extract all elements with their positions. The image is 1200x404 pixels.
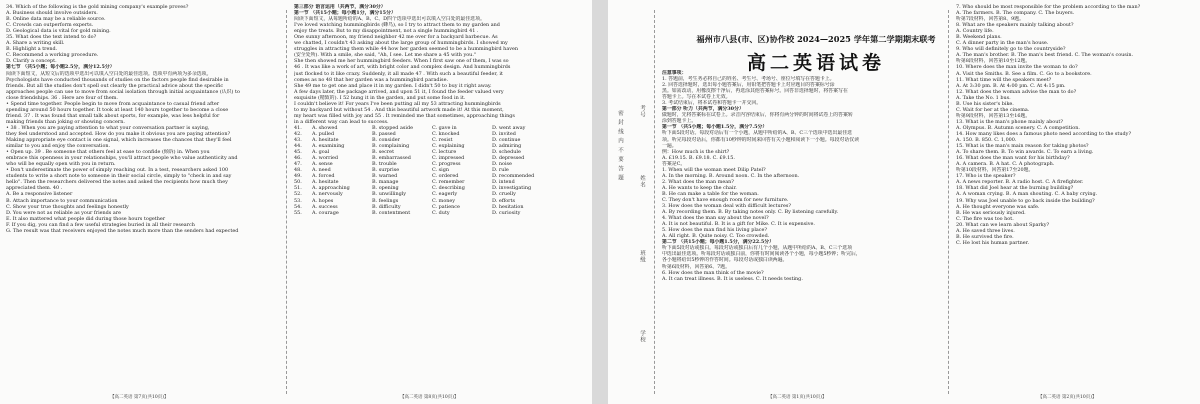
option-choice: A. need [312,167,331,174]
option-choice: B. manage [372,179,399,186]
text-line: embrace this openness in your relationships, you'll attract people who value authenticity and [6,155,238,162]
text-line: B. Use his sister's bike. [956,100,1014,107]
text-line: A. He thought everyone was safe. [956,203,1040,210]
text-line: A few days later, the package arrived, and upon 51 it, I found the feeder valued very [294,88,504,95]
question-number: 46. [294,155,302,162]
text-line: 注意事项： [662,70,687,76]
text-line: 9. Who will definitely go to the countryside? [956,46,1066,53]
text-line: • Open up. 39 . Be someone that others feel at ease to confide (倾诉) in. When you [6,149,210,156]
text-line: we chatted, I couldn't 43 asking about the large group of hummingbirds. I showed my [294,40,508,47]
text-line: 17. Who is the speaker? [956,173,1016,180]
option-choice: C. eagerly [432,191,458,198]
text-line: • Spend time together. People begin to move from acquaintance to casual friend after [6,100,220,107]
text-line: A. A woman crying. B. A man shouting. C. A baby crying. [956,191,1098,198]
page-2-footer: 【高二英语 第2页(共10页)】 [1038,395,1097,400]
option-choice: C. explaining [432,143,465,150]
text-line: 第七节 （共5小题；每小题2.5分，满分12.5分） [6,64,115,71]
option-choice: A. hopes [312,197,334,204]
text-line: A. Olympus. B. Autumn scenery. C. A competition. [956,124,1080,131]
text-line: 3. How does the woman deal with difficult lectures? [662,203,792,210]
text-line: A. By recording them. B. By taking notes only. C. By listening carefully. [662,209,839,216]
option-choice: D. went away [492,124,526,131]
text-line: Psychologists have conducted thousands of studies on the factors people find desirable in [6,76,229,83]
page-2-column [956,4,1196,246]
option-choice: D. rule [492,167,509,174]
text-line: 10. Where does the man invite the woman to do? [956,64,1078,71]
question-number: 48. [294,167,302,174]
text-line: my heart was filled with joy and 55 . It reminded me that sometimes, approaching things [294,112,515,119]
text-line: B. Highlight a trend. [6,46,58,53]
text-line: A. A camera. B. A hat. C. A photograph. [956,161,1055,168]
text-line: A. He saved three lives. [956,227,1015,234]
option-choice: A. nervously [312,191,343,198]
option-choice: A. goal [312,149,330,156]
option-choice: D. cruelly [492,191,516,198]
text-line: A. He wants to keep the chair. [662,184,737,191]
text-line: A. In the morning. B. Around noon. C. In the afternoon. [662,172,800,179]
text-line: 阅读下面短文，从每题所给的A、B、C、D四个选项中选出可以填入空白处的最佳选项。 [294,16,485,23]
option-choice: B. difficulty [372,203,401,210]
text-line: B. He survived the fire. [956,233,1014,240]
text-line: 听第7段材料，回答第8、9题。 [956,16,1025,23]
text-line: 听第6段材料，回答第6、7题。 [662,263,731,270]
text-line: similar to you and enjoy the conversation. [6,143,111,150]
option-choice: B. consider [372,137,400,144]
option-choice: A. approaching [312,185,350,192]
option-choice: D. recommended [492,173,535,180]
text-line: • 38 . When you are paying attention to what your conversation partner is saying, [6,124,210,131]
text-line: D. Clarify a concept. [6,58,57,65]
text-line: A. At 3:30 pm. B. At 4:00 pm. C. At 4:15 pm. [956,82,1066,89]
text-line: B. Attach importance to your communication [6,197,118,204]
question-number: 50. [294,179,302,186]
text-line: 听第10段材料，回答第17至20题。 [956,167,1034,174]
text-line: they feel understood and accepted. How do you make it obvious you are paying attention? [6,130,231,137]
option-choice: D. depressed [492,155,525,162]
option-choice: D. investigating [492,185,532,192]
text-line: to my backyard but without 54 . And this beautiful artwork made it! At this moment, [294,106,504,113]
text-line: 第一节 （共15小题；每小题1分，满分15分） [294,10,396,17]
option-choice: C. remember [432,179,465,186]
text-line: E. It also mattered what people did during those hours together [6,215,166,222]
text-line: just flocked to it like crazy. Suddenly, it all made 47 . With such a beautiful feeder, it [294,70,503,77]
text-line: 18. What did Joel hear at the burning building? [956,185,1074,192]
text-line: 14. How many likes does a famous photo need according to the study? [956,130,1132,137]
question-number: 49. [294,173,302,180]
text-line: B. Weekend plans. [956,34,1002,41]
text-line: A. £19.15. B. £9.18. C. £9.15. [662,154,735,161]
text-line: 19. Why was Joel unable to go back inside the building? [956,197,1095,204]
text-line: 项。听完每段对话后，你都有10秒钟的时间来回答有关小题和阅读下一小题。每段对话仅读 [662,136,859,143]
text-line: 1. 答题前，考生务必将自己的姓名、考生号、考场号、座位号填写在答题卡上。 [662,76,835,83]
option-choice: C. progress [432,161,461,168]
text-line: She then showed me her hummingbird feeders. When I first saw one of them, I was so [294,58,509,65]
text-line: A. A news reporter. B. A radio host. C. A firefighter. [956,179,1084,186]
text-line: A. It can treat illness. B. It is useless. C. It needs testing. [662,275,803,282]
text-line: 16. What does the man want for his birthday? [956,155,1070,162]
text-line: A. All right. B. Quite noisy. C. Too crowded. [662,233,770,240]
text-line: (安全处所). With a smile, she said, "Ah, I see. Let me share a 45 with you." [294,52,477,59]
text-line: 答题卡上。写在本试卷上无效。 [662,94,731,101]
option-choice: C. resist [432,137,453,144]
text-line: 8. What are the speakers mainly talking about? [956,22,1074,29]
exam-sheet-pages-7-8 [0,0,592,404]
question-number: 55. [294,209,302,216]
option-choice: C. patience [432,203,460,210]
text-line: I couldn't believe it! For years I've been putting all my 53 attracting hummingbirds [294,100,501,107]
text-line: enjoy the treats. But to my disappointment, not a single hummingbird 41 . [294,28,479,35]
text-line: spending around 50 hours together. It took at least 140 hours together to become a close [6,106,229,113]
text-line: 3. 考试结束后，将本试卷和答题卡一并交回。 [662,100,762,107]
option-choice: D. curiosity [492,209,521,216]
text-line: 黑。如需改动，用橡皮擦干净后，再选涂其他答案标号。回答非选择题时，将答案写在 [662,88,848,95]
exam-header: 福州市八县(市、区)协作校 2024—2025 学年第二学期期末联考 [696,34,936,44]
text-line: A. Business should involve outsiders. [6,10,98,17]
page-8-column [294,4,586,216]
option-choice: D. schedule [492,149,521,156]
question-number: 54. [294,203,302,210]
binding-strip [608,0,654,404]
option-choice: C. knocked [432,130,460,137]
text-line: 12. What does the woman advise the man to do? [956,88,1077,95]
option-choice: B. unwillingly [372,191,407,198]
page-7-footer: 【高二英语 第7页(共10页)】 [110,395,169,400]
option-choice: A. courage [312,209,339,216]
option-choice: B. stopped aside [372,124,413,131]
option-choice: D. continue [492,137,521,144]
text-line: 一遍。 [662,142,677,149]
cloze-options [294,125,586,216]
option-choice: A. success [312,203,338,210]
text-line: C. A dinner party in the man's house. [956,40,1049,47]
option-choice: A. examining [312,143,345,150]
text-line: 46 . It was like a work of art, with bright color and complex design. And hummingbirds [294,64,511,71]
text-line: 20. What can we learn about Sparky? [956,221,1050,228]
option-choice: B. passed [372,130,396,137]
option-choice: B. opening [372,185,399,192]
text-line: 各小题将给出5秒钟的作答时间。每段对话或独白读两遍。 [662,257,788,264]
text-line: 涂到答题卡上。 [662,118,697,125]
text-line: B. Online data may be a reliable source. [6,16,106,23]
cloze-passage [294,4,586,125]
text-line: 15. What is the man's main reason for taking photos? [956,143,1089,150]
text-line: 6. How does the man think of the movie? [662,269,764,276]
option-choice: C. sign [432,167,450,174]
text-line: 11. What time will the speakers meet? [956,76,1052,83]
question-number: 43. [294,137,302,144]
text-line: 答案是C。 [662,160,686,167]
text-line: C. Crowds can outperform experts. [6,22,94,29]
text-line: A. Country life. [956,28,994,35]
text-line: A. Take the No. 1 bus. [956,94,1011,101]
text-line: 5. How does the man find his living place? [662,227,768,234]
text-line: She 49 me to get one and place it in my garden. I didn't 50 to buy it right away. [294,82,492,89]
text-line: 第二节 （共15小题；每小题1.5分，满分22.5分） [662,239,775,246]
option-choice: B. complaining [372,143,410,150]
text-line: close friendships. 36 . Here are four of them. [6,94,118,101]
text-line: 1. When will the woman meet Dilip Patel? [662,166,766,173]
text-line: C. Recommend a working procedure. [6,52,99,59]
option-choice: B. feelings [372,197,399,204]
text-line: A. Be a responsive listener [6,191,73,198]
exam-sheet-pages-1-2 [608,0,1200,404]
text-line: C. They don't have enough room for new furniture. [662,196,789,203]
question-number: 42. [294,130,302,137]
text-line: Making appropriate eye contact is one signal, which increases the chances that they'll feel [6,137,232,144]
text-line: I've loved watching hummingbirds (蜂鸟), so I try to attract them to my garden and [294,22,500,29]
text-line: making friends than joking or showing concern. [6,118,125,125]
text-line: C. He lost his human partner. [956,239,1030,246]
exam-title: 高二英语试卷 [746,52,885,74]
text-line: F. If you dig, you can find a few useful strategies buried in all their research [6,221,195,228]
option-choice: C. gave in [432,124,457,131]
option-choice: B. trouble [372,161,397,168]
option-choice: B. secret [372,149,395,156]
text-line: D. Geological data is vital for gold mining. [6,28,111,35]
text-line: A. It is not beautiful. B. It is a gift for Mike. C. It is expensive. [662,221,815,228]
text-line: in a different way can lead to success. [294,118,389,125]
text-line: A. Visit the Smiths. B. See a film. C. Go to a bookstore. [956,70,1092,77]
binding-notice: 密 封 线 内 不 要 答 题 [617,110,623,182]
option-choice: D. intend [492,179,515,186]
text-line: 例：How much is the shirt? [662,148,730,155]
page-1-footer: 【高二英语 第1页(共10页)】 [768,395,827,400]
question-number: 52. [294,191,302,198]
option-choice: C. money [432,197,456,204]
text-line: 34. Which of the following is the gold mining company's example proves? [6,4,189,10]
text-line: 听第8段材料，回答第10至12题。 [956,58,1031,65]
text-line: 听第9段材料，回答第13至16题。 [956,112,1031,119]
text-line: who will be equally open with you in return. [6,161,116,168]
column-divider [948,10,949,394]
text-line: A. 150. B. 850. C. 1,000. [956,137,1017,144]
question-number: 41. [294,124,302,131]
text-line: A. Share a writing skill. [6,40,65,47]
text-line: • Don't underestimate the power of simply reaching out. In a test, researchers asked 100 [6,167,229,174]
text-line: 第一部分 听力（共两节，满分30分） [662,106,744,113]
option-choice: D. efforts [492,197,515,204]
binding-label-class: 班级 [639,250,645,263]
text-line: approaches people can use to move from social isolation through initial acquaintance (认识) to [6,88,240,95]
option-choice: B. embarrassed [372,155,411,162]
option-choice: B. surprise [372,167,400,174]
text-line: One sunny afternoon, my friend neighbor 42 me over for a backyard barbecue. As [294,34,498,41]
text-line: 第三部分 语言运用（共两节，满分30分） [294,4,386,10]
text-line: 13. What is the man's phone mainly about? [956,118,1063,125]
option-choice: A. worried [312,155,339,162]
text-line: 35. What does the text intend to do? [6,34,97,41]
option-choice: C. duty [432,209,450,216]
page-1 [654,0,944,404]
question-number: 44. [294,143,302,150]
text-line: A. The farmers. B. The company. C. The buyers. [956,10,1075,17]
column-divider [286,10,287,394]
option-choice: A. sense [312,161,333,168]
text-line: B. He was seriously injured. [956,209,1026,216]
option-choice: D. hesitation [492,203,524,210]
text-line: appreciated them. 40 . [6,185,63,192]
text-line: C. The fire was too hot. [956,215,1014,222]
page-7-column [6,4,278,234]
text-line: 7. Who should be most responsible for the problem according to the man? [956,4,1141,10]
option-choice: A. hesitate [312,137,339,144]
page-1-column [662,70,940,282]
page-8-footer: 【高二英语 第8页(共10页)】 [400,395,459,400]
option-choice: A. hesitate [312,179,339,186]
text-line: friends. But all the studies don't spell out clearly the practical advice about the specific [6,82,224,89]
text-line: C. Wait for her at the cinema. [956,106,1030,113]
text-line: students to write a short note to someone in their social circle, simply to "check in and say [6,173,232,180]
option-choice: D. noise [492,161,512,168]
text-line: 2. 回答选择题时，选出每小题答案后，用铅笔把答题卡上对应题目的答案标号涂 [662,82,835,89]
option-choice: C. impressed [432,155,465,162]
binding-label-school: 学校 [639,330,645,343]
option-choice: A. forced [312,173,335,180]
text-line: 阅读下面短文，从短文后的选项中选出可以填入空白处的最佳选项。选项中有两项为多余选项。 [6,70,212,77]
binding-label-name: 姓名 [639,175,645,188]
text-line: friend. 37 . It was found that small talk about sports, for example, was less helpful for [6,112,220,119]
page-gap [592,0,608,404]
option-choice: A. pulled [312,130,335,137]
text-line: exquisite (精致的). I 52 hung it in the garden, and put some food in it. [294,94,466,101]
text-line: hello". Then the researchers delivered the notes and asked the recipients how much they [6,179,228,186]
option-choice: B. contentment [372,209,411,216]
text-line: G. The result was that receivers enjoyed the notes much more than the senders had expected [6,227,239,234]
binding-label-exam-no: 考号 [639,105,645,118]
text-line: D. You were not as reliable as your friends are [6,209,122,216]
text-line: comes as no 48 that her garden was a hummingbird paradise. [294,76,449,83]
question-number: 53. [294,197,302,204]
option-choice: D. admiring [492,143,522,150]
question-number: 45. [294,149,302,156]
text-line: struggles in attracting them while 44 how her garden seemed to be a hummingbird haven [294,46,519,53]
text-line: 听下面5段对话。每段对话后有一个小题，从题中所给的A、B、C三个选项中选出最佳选 [662,130,853,137]
text-line: 4. What does the man say about the novel? [662,215,769,222]
option-choice: C. ordered [432,173,459,180]
question-number: 51. [294,185,302,192]
text-line: 听下面5段对话或独白。每段对话或独白后有几个小题，从题中所给的A、B、C三个选项 [662,245,853,252]
text-line: 2. What does the man mean? [662,178,734,185]
option-choice: C. lecture [432,149,457,156]
text-line: B. He can make a table for the woman. [662,190,759,197]
option-choice: D. invited [492,130,516,137]
option-choice: B. warned [372,173,398,180]
text-line: A. To share them. B. To win awards. C. To earn a living. [956,149,1094,156]
option-choice: C. describing [432,185,465,192]
text-line: 第一节 （共5小题；每小题1.5分，满分7.5分） [662,124,768,131]
option-choice: A. showed [312,124,338,131]
text-line: 做题时，先将答案标在试卷上。录音内容结束后，你将有两分钟的时间将试卷上的答案转 [662,112,853,119]
text-line: 中选出最佳选项。听每段对话或独白前，你将有时间阅读各个小题，每小题5秒钟；听完后， [662,251,861,258]
text-line: A. The man's brother. B. The man's best friend. C. The woman's cousin. [956,52,1134,59]
text-line: C. Show your true thoughts and feelings honestly [6,203,129,210]
option-row [294,210,586,216]
question-number: 47. [294,161,302,168]
